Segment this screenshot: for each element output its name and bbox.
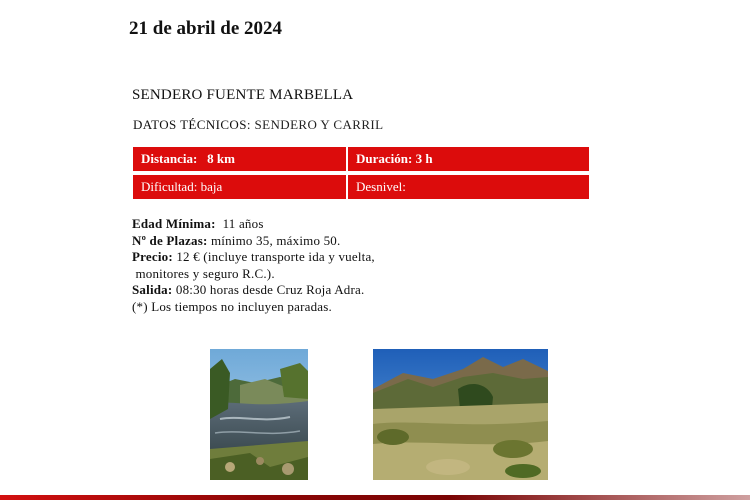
departure-value: 08:30 horas desde Cruz Roja Adra. — [175, 282, 365, 298]
info-table — [131, 143, 591, 203]
distance-value: 8 km — [207, 151, 235, 166]
tech-label: DATOS TÉCNICOS: — [133, 117, 251, 132]
difficulty-value: baja — [200, 179, 223, 194]
price-value: 12 € (incluye transporte ida y vuelta, — [176, 249, 375, 265]
places-line — [132, 233, 375, 250]
distance-label: Distancia: — [141, 151, 198, 166]
mountain-photo — [373, 349, 548, 480]
distance-cell — [133, 147, 346, 171]
route-title: SENDERO FUENTE MARBELLA — [132, 87, 354, 103]
difficulty-cell — [133, 175, 346, 199]
min-age-value: 11 años — [222, 216, 264, 231]
difficulty-label: Dificultad: — [141, 179, 198, 194]
tech-value: SENDERO Y CARRIL — [254, 117, 384, 132]
duration-cell — [348, 147, 589, 171]
price-line — [132, 249, 375, 266]
elevation-label: Desnivel: — [356, 179, 406, 194]
places-value: mínimo 35, máximo 50. — [210, 232, 341, 248]
footer-bar — [0, 495, 750, 500]
min-age-line — [132, 216, 375, 233]
tech-data — [133, 117, 383, 133]
duration-value: 3 h — [415, 151, 433, 166]
price-value-2: monitores y seguro R.C.). — [135, 265, 275, 281]
price-line-2 — [132, 266, 375, 283]
river-photo — [210, 349, 308, 480]
departure-label: Salida: — [132, 282, 173, 298]
min-age-label: Edad Mínima: — [132, 216, 216, 231]
elevation-cell — [348, 175, 589, 199]
places-label: Nº de Plazas: — [132, 232, 208, 248]
price-label: Precio: — [132, 249, 173, 265]
note-line: (*) Los tiempos no incluyen paradas. — [132, 298, 332, 314]
details-block — [132, 216, 375, 316]
duration-label: Duración: — [356, 151, 413, 166]
event-date: 21 de abril de 2024 — [129, 18, 283, 39]
departure-line — [132, 282, 375, 299]
